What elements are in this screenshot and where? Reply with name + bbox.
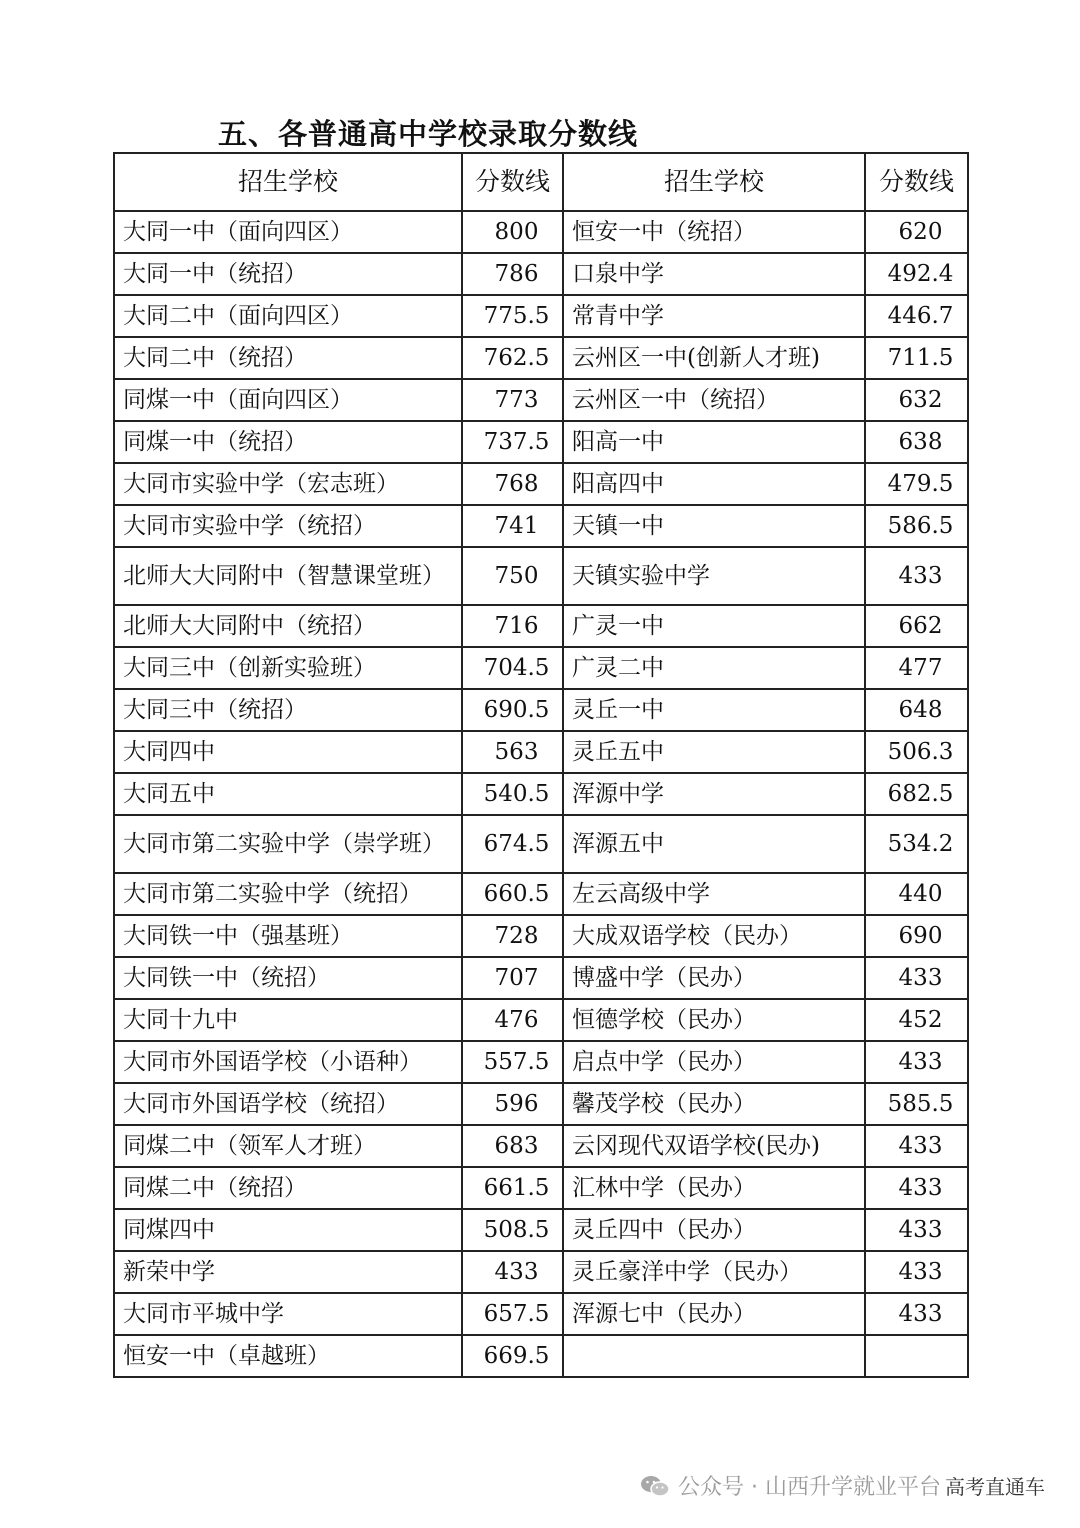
table-row — [114, 1209, 968, 1251]
score-cell-left: 786 — [462, 253, 563, 295]
school-cell-right: 浑源五中 — [563, 815, 865, 873]
school-cell-left: 大同三中（统招） — [114, 689, 462, 731]
table-row — [114, 605, 968, 647]
school-cell-right: 天镇实验中学 — [563, 547, 865, 605]
school-cell-left: 同煤二中（领军人才班） — [114, 1125, 462, 1167]
score-cell-right: 433 — [865, 1167, 968, 1209]
score-cell-right: 440 — [865, 873, 968, 915]
score-cell-left: 596 — [462, 1083, 563, 1125]
table-row — [114, 253, 968, 295]
school-cell-left: 同煤一中（面向四区） — [114, 379, 462, 421]
score-cell-right: 433 — [865, 1041, 968, 1083]
score-cell-right: 585.5 — [865, 1083, 968, 1125]
school-cell-right: 启点中学（民办） — [563, 1041, 865, 1083]
score-cell-left: 773 — [462, 379, 563, 421]
school-cell-left: 新荣中学 — [114, 1251, 462, 1293]
score-cell-left: 704.5 — [462, 647, 563, 689]
score-cell-left: 683 — [462, 1125, 563, 1167]
score-cell-right: 492.4 — [865, 253, 968, 295]
score-cell-right: 446.7 — [865, 295, 968, 337]
table-row — [114, 379, 968, 421]
score-cell-right: 586.5 — [865, 505, 968, 547]
school-cell-right: 灵丘五中 — [563, 731, 865, 773]
school-cell-left: 同煤一中（统招） — [114, 421, 462, 463]
school-cell-right — [563, 1335, 865, 1377]
footer-account-text: 公众号 · 山西升学就业平台 — [678, 1475, 941, 1500]
school-cell-right: 广灵二中 — [563, 647, 865, 689]
watermark-text: 高考直通车 — [944, 1475, 1045, 1499]
score-cell-right: 477 — [865, 647, 968, 689]
school-cell-left: 大同五中 — [114, 773, 462, 815]
admission-score-table — [113, 152, 969, 1378]
table-row — [114, 1293, 968, 1335]
school-cell-right: 大成双语学校（民办） — [563, 915, 865, 957]
score-cell-left: 657.5 — [462, 1293, 563, 1335]
table-row — [114, 547, 968, 605]
school-cell-left: 同煤二中（统招） — [114, 1167, 462, 1209]
table-row — [114, 337, 968, 379]
score-cell-left: 737.5 — [462, 421, 563, 463]
school-cell-left: 大同市第二实验中学（崇学班） — [114, 815, 462, 873]
table-row — [114, 773, 968, 815]
page-title: 五、各普通高中学校录取分数线 — [218, 117, 639, 151]
school-cell-left: 大同四中 — [114, 731, 462, 773]
table-row — [114, 421, 968, 463]
school-cell-right: 恒德学校（民办） — [563, 999, 865, 1041]
table-body — [114, 211, 968, 1377]
table-row — [114, 1167, 968, 1209]
score-cell-right: 711.5 — [865, 337, 968, 379]
table-row — [114, 1125, 968, 1167]
school-cell-right: 云州区一中(创新人才班) — [563, 337, 865, 379]
score-cell-right: 638 — [865, 421, 968, 463]
score-cell-left: 762.5 — [462, 337, 563, 379]
score-cell-right: 433 — [865, 1125, 968, 1167]
school-cell-right: 浑源七中（民办） — [563, 1293, 865, 1335]
score-cell-right: 632 — [865, 379, 968, 421]
school-cell-left: 大同二中（面向四区） — [114, 295, 462, 337]
school-cell-left: 大同市实验中学（统招） — [114, 505, 462, 547]
table-row — [114, 1335, 968, 1377]
score-cell-left: 433 — [462, 1251, 563, 1293]
score-cell-left: 563 — [462, 731, 563, 773]
school-cell-left: 大同十九中 — [114, 999, 462, 1041]
table-row — [114, 731, 968, 773]
school-cell-right: 博盛中学（民办） — [563, 957, 865, 999]
header-score-left: 分数线 — [462, 153, 563, 211]
school-cell-left: 同煤四中 — [114, 1209, 462, 1251]
header-school-right: 招生学校 — [563, 153, 865, 211]
school-cell-left: 大同铁一中（强基班） — [114, 915, 462, 957]
score-cell-right: 452 — [865, 999, 968, 1041]
table-row — [114, 647, 968, 689]
score-cell-right: 506.3 — [865, 731, 968, 773]
score-cell-left: 660.5 — [462, 873, 563, 915]
score-cell-right: 433 — [865, 1209, 968, 1251]
school-cell-left: 大同市外国语学校（统招） — [114, 1083, 462, 1125]
score-cell-left: 690.5 — [462, 689, 563, 731]
score-cell-left: 707 — [462, 957, 563, 999]
score-cell-left: 508.5 — [462, 1209, 563, 1251]
school-cell-right: 天镇一中 — [563, 505, 865, 547]
table-row — [114, 915, 968, 957]
score-cell-left: 540.5 — [462, 773, 563, 815]
score-cell-right: 433 — [865, 1251, 968, 1293]
table-row — [114, 957, 968, 999]
table-row — [114, 1251, 968, 1293]
score-cell-right: 682.5 — [865, 773, 968, 815]
school-cell-left: 北师大大同附中（智慧课堂班） — [114, 547, 462, 605]
school-cell-right: 阳高四中 — [563, 463, 865, 505]
score-cell-left: 476 — [462, 999, 563, 1041]
school-cell-right: 灵丘四中（民办） — [563, 1209, 865, 1251]
score-cell-left: 768 — [462, 463, 563, 505]
school-cell-right: 左云高级中学 — [563, 873, 865, 915]
school-cell-right: 馨茂学校（民办） — [563, 1083, 865, 1125]
table-row — [114, 873, 968, 915]
school-cell-right: 阳高一中 — [563, 421, 865, 463]
table-row — [114, 1041, 968, 1083]
table-row — [114, 815, 968, 873]
table-row — [114, 1083, 968, 1125]
table-row — [114, 463, 968, 505]
school-cell-left: 大同三中（创新实验班） — [114, 647, 462, 689]
school-cell-left: 大同一中（统招） — [114, 253, 462, 295]
header-score-right: 分数线 — [865, 153, 968, 211]
school-cell-left: 大同一中（面向四区） — [114, 211, 462, 253]
school-cell-right: 常青中学 — [563, 295, 865, 337]
table-header-row — [114, 153, 968, 211]
school-cell-left: 大同市第二实验中学（统招） — [114, 873, 462, 915]
score-cell-right: 479.5 — [865, 463, 968, 505]
table-row — [114, 295, 968, 337]
footer-attribution — [640, 1470, 1045, 1501]
school-cell-right: 广灵一中 — [563, 605, 865, 647]
score-cell-right — [865, 1335, 968, 1377]
wechat-icon — [640, 1474, 670, 1498]
school-cell-left: 北师大大同附中（统招） — [114, 605, 462, 647]
table-row — [114, 211, 968, 253]
score-cell-left: 661.5 — [462, 1167, 563, 1209]
score-cell-left: 557.5 — [462, 1041, 563, 1083]
score-cell-right: 648 — [865, 689, 968, 731]
school-cell-right: 恒安一中（统招） — [563, 211, 865, 253]
school-cell-left: 大同市实验中学（宏志班） — [114, 463, 462, 505]
school-cell-right: 浑源中学 — [563, 773, 865, 815]
score-cell-left: 800 — [462, 211, 563, 253]
score-cell-left: 775.5 — [462, 295, 563, 337]
header-school-left: 招生学校 — [114, 153, 462, 211]
table-row — [114, 505, 968, 547]
school-cell-right: 汇林中学（民办） — [563, 1167, 865, 1209]
score-cell-right: 690 — [865, 915, 968, 957]
school-cell-right: 灵丘一中 — [563, 689, 865, 731]
score-cell-right: 620 — [865, 211, 968, 253]
school-cell-right: 口泉中学 — [563, 253, 865, 295]
school-cell-left: 大同市外国语学校（小语种） — [114, 1041, 462, 1083]
score-cell-right: 534.2 — [865, 815, 968, 873]
score-cell-left: 674.5 — [462, 815, 563, 873]
table-row — [114, 999, 968, 1041]
score-cell-right: 433 — [865, 547, 968, 605]
score-cell-left: 741 — [462, 505, 563, 547]
school-cell-left: 大同市平城中学 — [114, 1293, 462, 1335]
score-cell-right: 433 — [865, 957, 968, 999]
score-cell-left: 716 — [462, 605, 563, 647]
score-cell-left: 728 — [462, 915, 563, 957]
school-cell-left: 大同铁一中（统招） — [114, 957, 462, 999]
school-cell-right: 云州区一中（统招） — [563, 379, 865, 421]
table-row — [114, 689, 968, 731]
school-cell-left: 大同二中（统招） — [114, 337, 462, 379]
score-cell-right: 662 — [865, 605, 968, 647]
school-cell-left: 恒安一中（卓越班） — [114, 1335, 462, 1377]
score-cell-right: 433 — [865, 1293, 968, 1335]
school-cell-right: 灵丘豪洋中学（民办） — [563, 1251, 865, 1293]
school-cell-right: 云冈现代双语学校(民办) — [563, 1125, 865, 1167]
score-cell-left: 669.5 — [462, 1335, 563, 1377]
score-cell-left: 750 — [462, 547, 563, 605]
